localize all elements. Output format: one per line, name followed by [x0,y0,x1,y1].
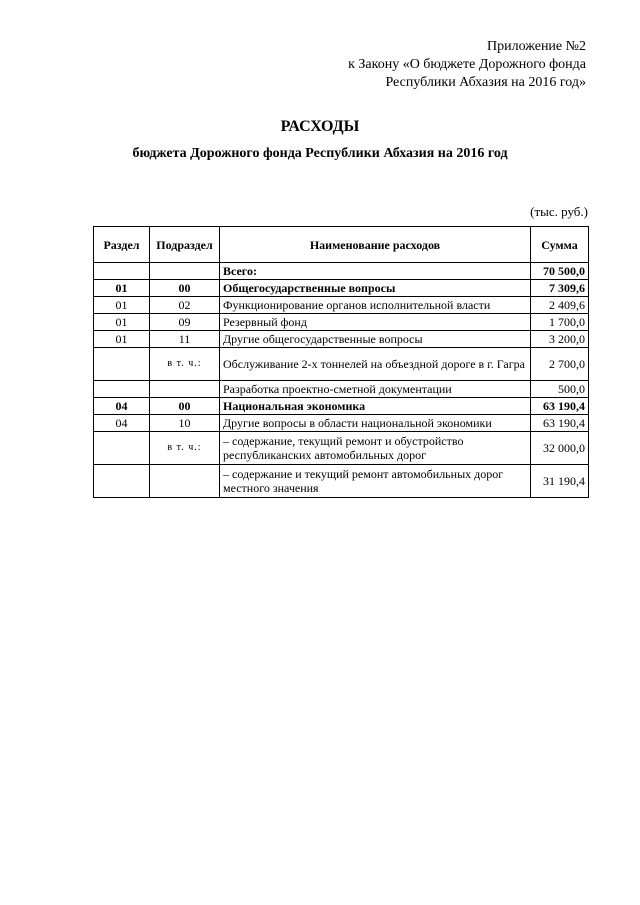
cell-amount: 1 700,0 [531,314,589,331]
appendix-header [348,38,586,92]
table-header-row [94,227,589,263]
cell-name: Общегосударственные вопросы [220,280,531,297]
table-row [94,415,589,432]
cell-section [94,465,150,498]
header-amount: Сумма [531,227,589,263]
cell-amount: 63 190,4 [531,415,589,432]
table-row [94,314,589,331]
cell-section: 01 [94,297,150,314]
table-row [94,432,589,465]
table-row [94,280,589,297]
cell-name: Национальная экономика [220,398,531,415]
cell-subsection: 00 [150,398,220,415]
cell-amount: 63 190,4 [531,398,589,415]
cell-amount: 70 500,0 [531,263,589,280]
document-title: РАСХОДЫ [280,118,360,135]
cell-amount: 500,0 [531,381,589,398]
cell-subsection [150,465,220,498]
expenses-table [93,226,589,498]
cell-section: 04 [94,415,150,432]
cell-amount: 7 309,6 [531,280,589,297]
cell-name: – содержание и текущий ремонт автомобильных дорог местного значения [220,465,531,498]
cell-section: 01 [94,280,150,297]
cell-section [94,432,150,465]
cell-section: 01 [94,331,150,348]
cell-subsection: в т. ч.: [150,432,220,465]
table-row [94,398,589,415]
cell-section [94,381,150,398]
cell-section [94,263,150,280]
cell-subsection: 02 [150,297,220,314]
cell-subsection [150,381,220,398]
table-row [94,297,589,314]
units-label: (тыс. руб.) [530,204,588,219]
cell-amount: 3 200,0 [531,331,589,348]
table-row-total [94,263,589,280]
table-row [94,381,589,398]
appendix-line-3: Республики Абхазия на 2016 год» [385,75,586,90]
cell-subsection: 11 [150,331,220,348]
cell-amount: 32 000,0 [531,432,589,465]
table-row [94,331,589,348]
cell-amount: 2 409,6 [531,297,589,314]
cell-name: – содержание, текущий ремонт и обустройство республиканских автомобильных дорог [220,432,531,465]
header-name: Наименование расходов [220,227,531,263]
cell-amount: 2 700,0 [531,348,589,381]
header-subsection: Подраздел [150,227,220,263]
cell-section: 01 [94,314,150,331]
cell-name: Всего: [220,263,531,280]
cell-name: Другие общегосударственные вопросы [220,331,531,348]
table-row [94,348,589,381]
appendix-line-2: к Закону «О бюджете Дорожного фонда [348,57,586,72]
cell-name: Обслуживание 2-х тоннелей на объездной дороге в г. Гагра [220,348,531,381]
cell-amount: 31 190,4 [531,465,589,498]
cell-subsection: 10 [150,415,220,432]
cell-name: Функционирование органов исполнительной власти [220,297,531,314]
appendix-line-1: Приложение №2 [487,39,586,54]
cell-subsection: 09 [150,314,220,331]
cell-name: Разработка проектно-сметной документации [220,381,531,398]
document-subtitle: бюджета Дорожного фонда Республики Абхазия на 2016 год [132,146,508,161]
cell-section: 04 [94,398,150,415]
table-row [94,465,589,498]
cell-subsection: 00 [150,280,220,297]
header-section: Раздел [94,227,150,263]
cell-subsection [150,263,220,280]
cell-section [94,348,150,381]
cell-name: Другие вопросы в области национальной экономики [220,415,531,432]
cell-subsection: в т. ч.: [150,348,220,381]
cell-name: Резервный фонд [220,314,531,331]
